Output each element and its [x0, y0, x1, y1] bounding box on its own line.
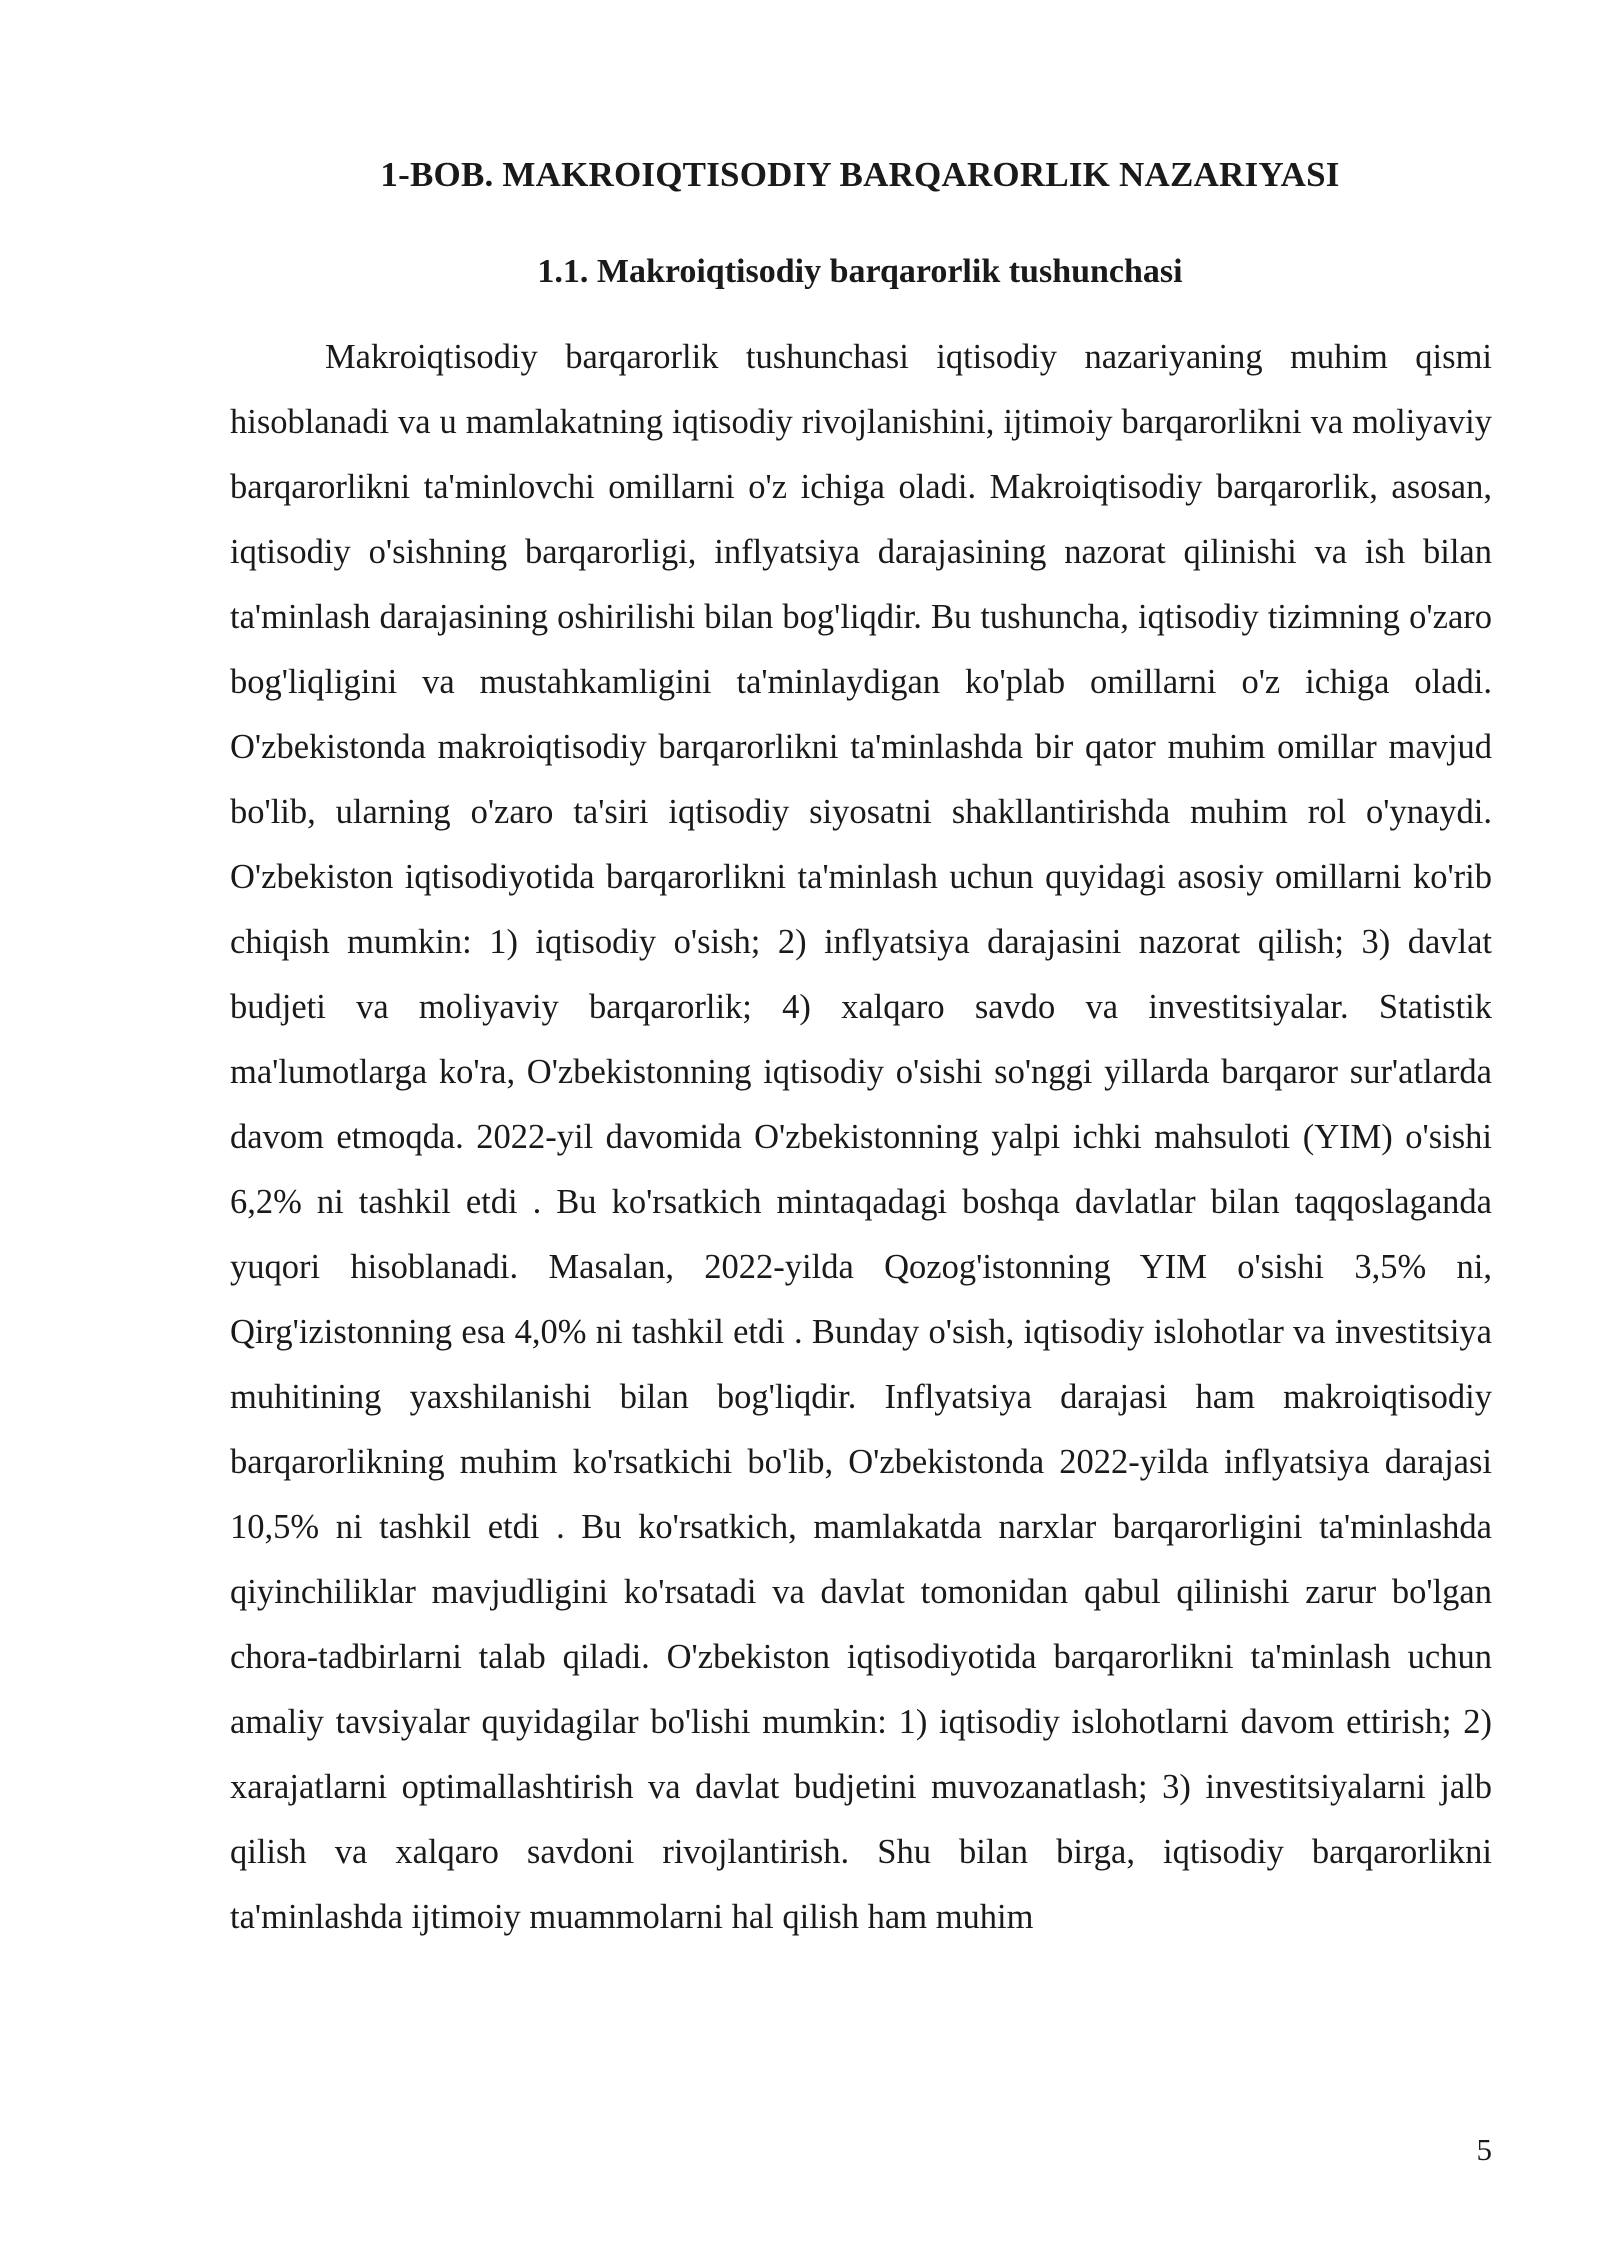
- section-title: 1.1. Makroiqtisodiy barqarorlik tushunchasi: [537, 253, 1183, 290]
- page-number: 5: [1476, 2132, 1492, 2167]
- chapter-title: 1-BOB. MAKROIQTISODIY BARQARORLIK NAZARIYASI: [380, 155, 1340, 194]
- body-paragraph: Makroiqtisodiy barqarorlik tushunchasi iqtisodiy nazariyaning muhim qismi hisoblanadi va u mamlakatning iqtisodiy rivojlanishini, ijtimoiy barqarorlikni va moliyaviy barqarorlikni ta'minlovchi omillarni o'z ichiga oladi. Makroiqtisodiy barqarorlik, asosan, iqtisodiy o'sishning barqarorligi, inflyatsiya darajasining nazorat qilinishi va ish bilan ta'minlash darajasining oshirilishi bilan bog'liqdir. Bu tushuncha, iqtisodiy tizimning o'zaro bog'liqligini va mustahkamligini ta'minlaydigan ko'plab omillarni o'z ichiga oladi. O'zbekistonda makroiqtisodiy barqarorlikni ta'minlashda bir qator muhim omillar mavjud bo'lib, ularning o'zaro ta'siri iqtisodiy siyosatni shakllantirishda muhim rol o'ynaydi. O'zbekiston iqtisodiyotida barqarorlikni ta'minlash uchun quyidagi asosiy omillarni ko'rib chiqish mumkin: 1) iqtisodiy o'sish; 2) inflyatsiya darajasini nazorat qilish; 3) davlat budjeti va moliyaviy barqarorlik; 4) xalqaro savdo va investitsiyalar. Statistik ma'lumotlarga ko'ra, O'zbekistonning iqtisodiy o'sishi so'nggi yillarda barqaror sur'atlarda davom etmoqda. 2022-yil davomida O'zbekistonning yalpi ichki mahsuloti (YIM) o'sishi 6,2% ni tashkil etdi . Bu ko'rsatkich mintaqadagi boshqa davlatlar bilan taqqoslaganda yuqori hisoblanadi. Masalan, 2022-yilda Qozog'istonning YIM o'sishi 3,5% ni, Qirg'izistonning esa 4,0% ni tashkil etdi . Bunday o'sish, iqtisodiy islohotlar va investitsiya muhitining yaxshilanishi bilan bog'liqdir. Inflyatsiya darajasi ham makroiqtisodiy barqarorlikning muhim ko'rsatkichi bo'lib, O'zbekistonda 2022-yilda inflyatsiya darajasi 10,5% ni tashkil etdi . Bu ko'rsatkich, mamlakatda narxlar barqarorligini ta'minlashda qiyinchiliklar mavjudligini ko'rsatadi va davlat tomonidan qabul qilinishi zarur bo'lgan chora-tadbirlarni talab qiladi. O'zbekiston iqtisodiyotida barqarorlikni ta'minlash uchun amaliy tavsiyalar quyidagilar bo'lishi mumkin: 1) iqtisodiy islohotlarni davom ettirish; 2) xarajatlarni optimallashtirish va davlat budjetini muvozanatlash; 3) investitsiyalarni jalb qilish va xalqaro savdoni rivojlantirish. Shu bilan birga, iqtisodiy barqarorlikni ta'minlashda ijtimoiy muammolarni hal qilish ham muhim: [230, 338, 1492, 1936]
